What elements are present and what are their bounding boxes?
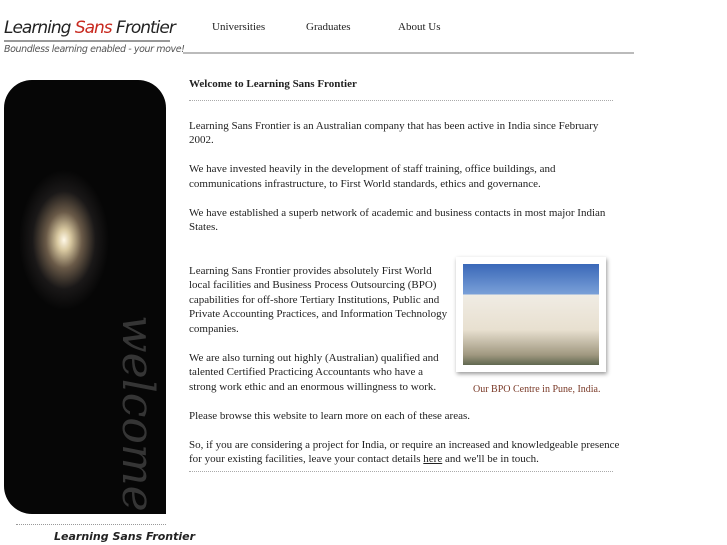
bpo-centre-photo xyxy=(456,257,606,372)
nav-about-us[interactable]: About Us xyxy=(398,21,441,33)
logo-wordmark xyxy=(4,18,175,38)
contact-here-link[interactable]: here xyxy=(423,453,443,465)
paragraph: We have established a superb network of academic and business contacts in most major Indian States. xyxy=(189,206,606,233)
paragraph: We are also turning out highly (Australian) qualified and talented Certified Practicing Accountants who have a strong work ethic and an enormous willingness to work. xyxy=(189,351,439,393)
logo-part: Learning xyxy=(4,18,75,38)
text: and we'll be in touch. xyxy=(442,453,539,465)
paragraph: We have invested heavily in the development of staff training, office buildings, and communications infrastructure, to First World standards, ethics and governance. xyxy=(189,163,556,190)
page-title: Welcome to Learning Sans Frontier xyxy=(189,78,357,90)
building-image xyxy=(463,264,599,365)
photo-caption: Our BPO Centre in Pune, India. xyxy=(473,384,601,395)
galaxy-welcome-image xyxy=(4,80,166,514)
paragraph xyxy=(189,438,621,467)
nav-universities[interactable]: Universities xyxy=(212,21,266,33)
divider xyxy=(189,100,613,101)
sidebar-divider xyxy=(16,524,166,525)
paragraph: Learning Sans Frontier provides absolutely First World local facilities and Business Process Outsourcing (BPO) capabilities for off-shore Tertiary Institutions, Public and Private Accounting Practices, and Information Technology companies. xyxy=(189,264,448,335)
welcome-script-text: welcome xyxy=(112,315,163,512)
text: So, if you are considering a project for India, or require an increased and knowledgeable presence for your existing facilities, leave your contact details xyxy=(189,438,620,465)
paragraph: Please browse this website to learn more on each of these areas. xyxy=(189,409,471,422)
paragraph: Learning Sans Frontier is an Australian company that has been active in India since February 2002. xyxy=(189,119,599,146)
logo-tagline: Boundless learning enabled - your move! xyxy=(4,44,185,55)
nav-graduates[interactable]: Graduates xyxy=(306,21,351,33)
top-nav xyxy=(183,0,634,54)
logo-rule xyxy=(4,40,170,42)
site-logo[interactable] xyxy=(4,18,185,55)
divider xyxy=(189,471,613,472)
logo-part: Frontier xyxy=(111,18,175,38)
sidebar-brand: Learning Sans Frontier xyxy=(54,530,196,543)
logo-part: Sans xyxy=(74,18,112,38)
